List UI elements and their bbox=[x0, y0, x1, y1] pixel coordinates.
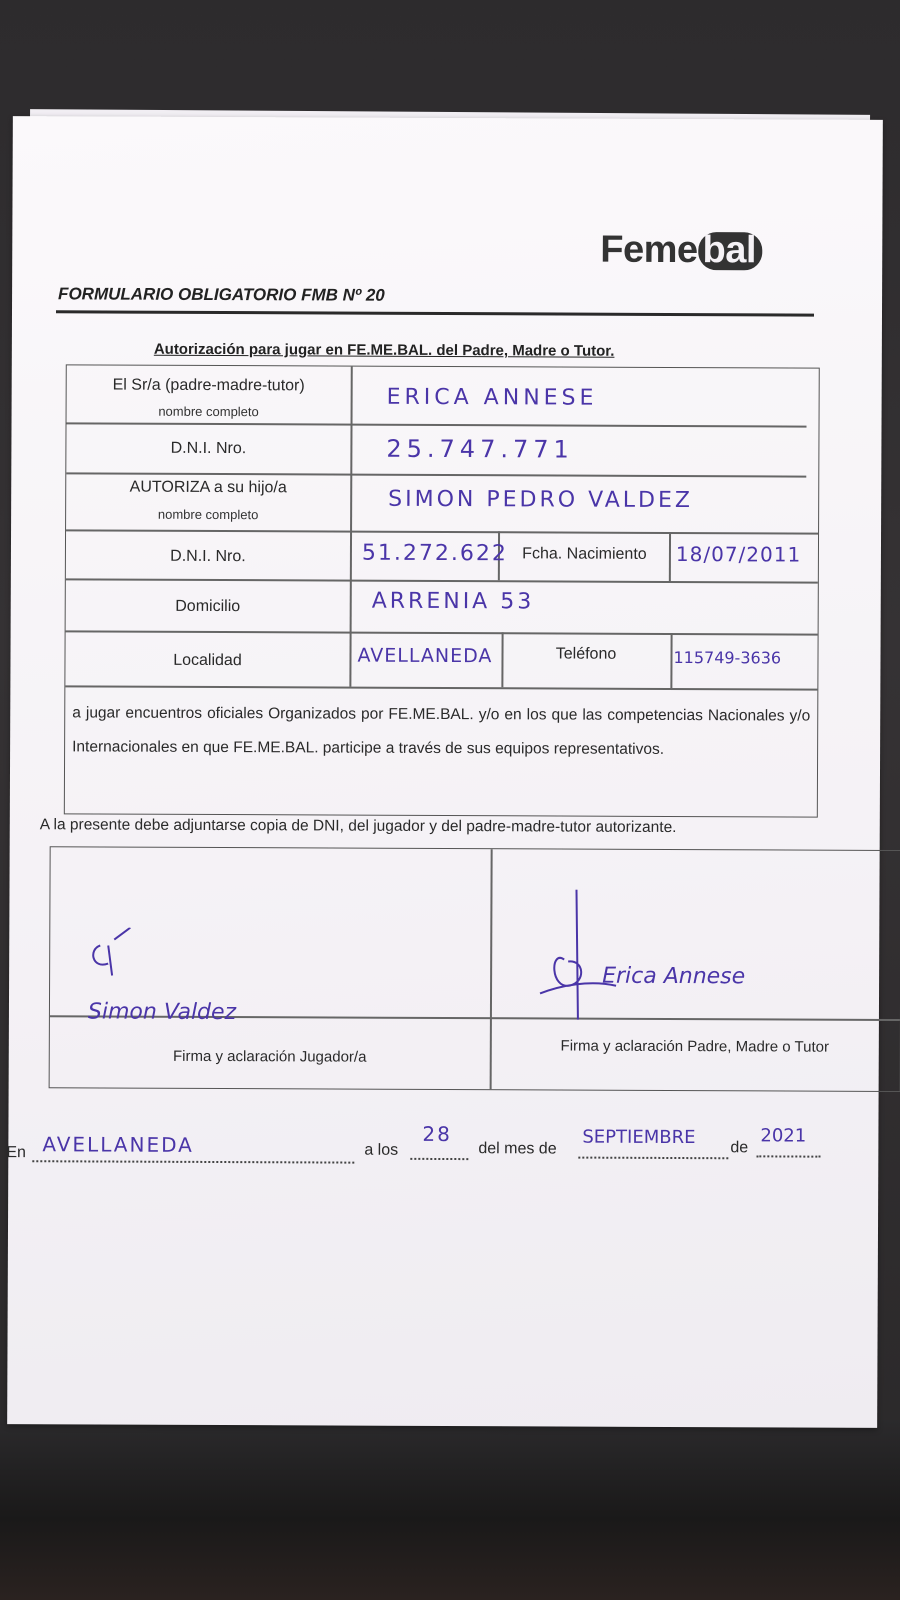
birth-date-label: Fcha. Nacimiento bbox=[522, 545, 647, 563]
month-dotted-line bbox=[578, 1157, 728, 1160]
table-divider bbox=[66, 472, 806, 477]
place-label: En bbox=[6, 1144, 26, 1162]
parent-signature-label: Firma y aclaración Padre, Madre o Tutor bbox=[560, 1037, 830, 1056]
form-subtitle: Autorización para jugar en FE.ME.BAL. del Padre, Madre o Tutor. bbox=[153, 340, 615, 360]
table-divider bbox=[66, 630, 818, 635]
player-signature: Simon Valdez bbox=[87, 999, 237, 1026]
month-value: SEPTIEMBRE bbox=[582, 1126, 696, 1149]
parent-sublabel: nombre completo bbox=[158, 403, 259, 420]
year-dotted-line bbox=[756, 1155, 820, 1157]
month-label: del mes de bbox=[478, 1140, 557, 1158]
parent-signature: Erica Annese bbox=[602, 963, 746, 990]
day-value: 28 bbox=[422, 1121, 452, 1147]
authorization-paragraph: a jugar encuentros oficiales Organizados por FE.ME.BAL. y/o en los que las competencias Nacionales y/o Internacionales en que FE.ME.BAL. participe a través de sus equipos representativos. bbox=[72, 704, 811, 758]
form-title: FORMULARIO OBLIGATORIO FMB Nº 20 bbox=[58, 284, 385, 305]
parent-name-value: ERICA ANNESE bbox=[386, 384, 598, 411]
table-divider bbox=[670, 633, 672, 688]
year-label: de bbox=[730, 1139, 749, 1157]
title-rule bbox=[56, 310, 814, 316]
child-dni-label: D.N.I. Nro. bbox=[170, 547, 246, 566]
city-label: Localidad bbox=[173, 651, 242, 670]
day-label: a los bbox=[364, 1141, 399, 1159]
birth-date-value: 18/07/2011 bbox=[675, 542, 802, 567]
attachment-note: A la presente debe adjuntarse copia de DNI, del jugador y del padre-madre-tutor autorizante. bbox=[39, 816, 677, 837]
year-value: 2021 bbox=[760, 1125, 807, 1147]
child-name-value: SIMON PEDRO VALDEZ bbox=[388, 486, 694, 514]
signature-table bbox=[49, 846, 900, 1092]
table-divider bbox=[67, 422, 807, 427]
parent-dni-value: 25.747.771 bbox=[386, 434, 574, 464]
place-dotted-line bbox=[32, 1160, 354, 1163]
address-label: Domicilio bbox=[175, 597, 241, 616]
child-sublabel: nombre completo bbox=[157, 506, 259, 523]
table-divider bbox=[669, 532, 671, 581]
place-value: AVELLANEDA bbox=[42, 1132, 194, 1157]
day-dotted-line bbox=[410, 1158, 468, 1160]
child-dni-value: 51.272.622 bbox=[361, 540, 508, 567]
player-signature-label: Firma y aclaración Jugador/a bbox=[173, 1047, 367, 1066]
parent-label: El Sr/a (padre-madre-tutor) bbox=[112, 376, 305, 395]
phone-value: 115749-3636 bbox=[673, 647, 782, 668]
phone-label: Teléfono bbox=[555, 645, 617, 663]
table-divider bbox=[65, 685, 817, 690]
parent-signature-mark bbox=[520, 889, 641, 1030]
table-divider bbox=[66, 578, 818, 583]
address-value: ARRENIA 53 bbox=[371, 588, 535, 615]
femebal-logo: Feme bal bbox=[600, 229, 762, 273]
form-paper bbox=[7, 116, 883, 1428]
authorizes-label: AUTORIZA a su hijo/a bbox=[129, 478, 287, 497]
floor-background bbox=[0, 1420, 900, 1600]
table-divider bbox=[66, 529, 818, 534]
parent-dni-label: D.N.I. Nro. bbox=[170, 439, 247, 458]
city-value: AVELLANEDA bbox=[357, 644, 493, 668]
